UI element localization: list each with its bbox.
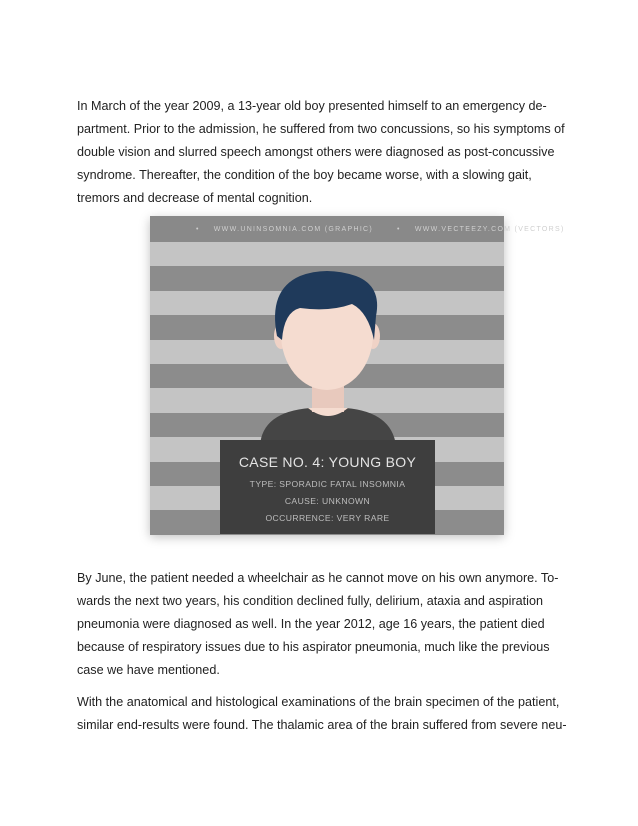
text-line: By June, the patient needed a wheelchair as he cannot move on his own anymore. To- [77,571,559,585]
text-line: With the anatomical and histological examinations of the brain specimen of the patient, [77,695,560,709]
credit-vectors: WWW.VECTEEZY.COM (VECTORS) [414,225,565,233]
text-line: syndrome. Thereafter, the condition of the boy became worse, with a slowing gait, [77,168,532,182]
case-illustration [150,216,565,534]
paragraph-examination [77,691,567,737]
case-type: TYPE: SPORADIC FATAL INSOMNIA [249,479,406,489]
text-line: partment. Prior to the admission, he suffered from two concussions, so his symptoms of [77,122,565,136]
paragraph-progression [77,567,567,682]
text-line: In March of the year 2009, a 13-year old boy presented himself to an emergency de- [77,99,547,113]
text-line: similar end-results were found. The thalamic area of the brain suffered from severe neu- [77,718,567,732]
text-line: pneumonia were diagnosed as well. In the year 2012, age 16 years, the patient died [77,617,545,631]
bullet-icon: • [196,225,200,233]
bullet-icon: • [397,225,401,233]
paragraph-intro [77,95,567,210]
case-title: CASE NO. 4: YOUNG BOY [238,454,417,470]
text-line: case we have mentioned. [77,663,220,677]
text-line: because of respiratory issues due to his aspirator pneumonia, much like the previous [77,640,550,654]
case-cause: CAUSE: UNKNOWN [284,496,371,506]
case-label-card [220,440,435,534]
credit-graphic: WWW.UNINSOMNIA.COM (GRAPHIC) [213,225,374,233]
case-occurrence: OCCURRENCE: VERY RARE [265,513,390,523]
text-line: double vision and slurred speech amongst others were diagnosed as post-concussive [77,145,555,159]
text-line: tremors and decrease of mental cognition. [77,191,313,205]
text-line: wards the next two years, his condition declined fully, delirium, ataxia and aspiration [77,594,543,608]
